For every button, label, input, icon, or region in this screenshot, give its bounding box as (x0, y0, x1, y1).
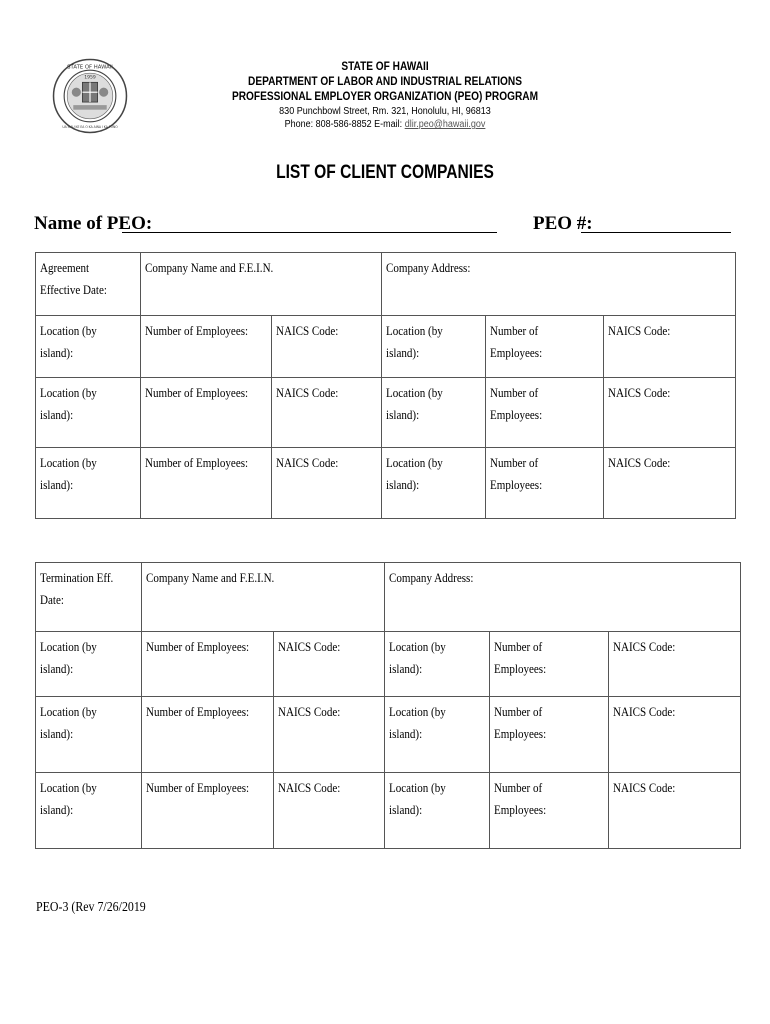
employees-label: Number of Employees: (146, 704, 250, 719)
header-contact (219, 118, 552, 131)
naics-label: NAICS Code: (613, 639, 676, 654)
termination-address-cell[interactable] (385, 563, 741, 632)
employees-cell[interactable] (490, 697, 609, 773)
employees-cell[interactable] (490, 773, 609, 849)
page-title: LIST OF CLIENT COMPANIES (276, 162, 494, 183)
location-label: Location (by island): (40, 704, 97, 741)
header-address: 830 Punchbowl Street, Rm. 321, Honolulu, HI, 96813 (279, 106, 491, 117)
employees-label: Number of Employees: (146, 639, 250, 654)
naics-cell[interactable] (272, 316, 382, 378)
location-label: Location (by island): (40, 323, 97, 360)
termination-company-cell[interactable] (142, 563, 385, 632)
termination-company-label: Company Name and F.E.I.N. (146, 570, 275, 585)
employees-cell[interactable] (142, 773, 274, 849)
email-link[interactable]: dlir.peo@hawaii.gov (404, 119, 486, 130)
location-label: Location (by island): (40, 780, 97, 817)
employees-cell[interactable] (141, 316, 272, 378)
location-cell[interactable] (36, 448, 141, 519)
naics-label: NAICS Code: (278, 639, 341, 654)
agreement-date-label: Agreement Effective Date: (40, 260, 107, 297)
employees-label: Number of Employees: (145, 455, 249, 470)
form-revision (36, 900, 165, 916)
header-department: DEPARTMENT OF LABOR AND INDUSTRIAL RELATIONS (248, 76, 522, 88)
termination-date-label: Termination Eff. Date: (40, 570, 114, 607)
employees-cell[interactable] (142, 632, 274, 697)
employees-label: Number of Employees: (494, 704, 547, 741)
naics-cell[interactable] (604, 316, 736, 378)
naics-cell[interactable] (609, 697, 741, 773)
location-label: Location (by island): (386, 323, 443, 360)
seal-year: 1959 (84, 75, 96, 81)
seal-motto: UA MAU KE EA O KA AINA I KA PONO (62, 124, 118, 129)
employees-label: Number of Employees: (494, 639, 547, 676)
location-cell[interactable] (382, 378, 486, 448)
naics-cell[interactable] (604, 448, 736, 519)
location-cell[interactable] (36, 773, 142, 849)
agreement-address-cell[interactable] (382, 253, 736, 316)
employees-label: Number of Employees: (145, 385, 249, 400)
employees-label: Number of Employees: (494, 780, 547, 817)
location-cell[interactable] (385, 697, 490, 773)
naics-label: NAICS Code: (278, 780, 341, 795)
termination-address-label: Company Address: (389, 570, 474, 585)
location-cell[interactable] (36, 378, 141, 448)
naics-label: NAICS Code: (278, 704, 341, 719)
location-cell[interactable] (385, 632, 490, 697)
employees-label: Number of Employees: (146, 780, 250, 795)
location-cell[interactable] (36, 697, 142, 773)
employees-cell[interactable] (486, 316, 604, 378)
naics-cell[interactable] (272, 448, 382, 519)
employees-label: Number of Employees: (490, 323, 543, 360)
form-revision-text: PEO-3 (Rev 7/26/2019 (36, 900, 146, 915)
location-label: Location (by island): (389, 704, 446, 741)
naics-cell[interactable] (274, 697, 385, 773)
termination-table (35, 562, 741, 849)
naics-cell[interactable] (609, 773, 741, 849)
table-row (36, 697, 741, 773)
naics-label: NAICS Code: (608, 323, 671, 338)
peo-name-field[interactable] (122, 232, 497, 233)
naics-label: NAICS Code: (613, 780, 676, 795)
location-label: Location (by island): (386, 455, 443, 492)
seal-ring-text: STATE OF HAWAII (67, 64, 113, 71)
naics-cell[interactable] (609, 632, 741, 697)
employees-label: Number of Employees: (145, 323, 249, 338)
table-row (36, 773, 741, 849)
location-cell[interactable] (385, 773, 490, 849)
agreement-address-label: Company Address: (386, 260, 471, 275)
location-label: Location (by island): (40, 639, 97, 676)
naics-label: NAICS Code: (276, 323, 339, 338)
header-state: STATE OF HAWAII (341, 61, 429, 73)
table-row (36, 378, 736, 448)
naics-cell[interactable] (272, 378, 382, 448)
employees-cell[interactable] (490, 632, 609, 697)
state-seal-icon (52, 58, 128, 134)
table-row (36, 632, 741, 697)
naics-label: NAICS Code: (613, 704, 676, 719)
location-label: Location (by island): (40, 455, 97, 492)
employees-label: Number of Employees: (490, 385, 543, 422)
naics-label: NAICS Code: (276, 455, 339, 470)
employees-cell[interactable] (141, 378, 272, 448)
naics-cell[interactable] (604, 378, 736, 448)
location-cell[interactable] (382, 316, 486, 378)
naics-label: NAICS Code: (608, 385, 671, 400)
agreement-table (35, 252, 736, 519)
peo-number-field[interactable] (581, 232, 731, 233)
table-row (36, 448, 736, 519)
agreement-company-cell[interactable] (141, 253, 382, 316)
location-cell[interactable] (382, 448, 486, 519)
naics-label: NAICS Code: (608, 455, 671, 470)
location-label: Location (by island): (386, 385, 443, 422)
peo-number-label: PEO #: (533, 213, 593, 234)
employees-cell[interactable] (141, 448, 272, 519)
employees-cell[interactable] (486, 378, 604, 448)
location-cell[interactable] (36, 316, 141, 378)
agreement-company-label: Company Name and F.E.I.N. (145, 260, 274, 275)
naics-cell[interactable] (274, 632, 385, 697)
employees-label: Number of Employees: (490, 455, 543, 492)
location-label: Location (by island): (389, 780, 446, 817)
location-label: Location (by island): (389, 639, 446, 676)
document-header (200, 60, 570, 131)
agreement-date-cell[interactable] (36, 253, 141, 316)
employees-cell[interactable] (486, 448, 604, 519)
termination-date-cell[interactable] (36, 563, 142, 632)
table-row (36, 316, 736, 378)
peo-name-label: Name of PEO: (34, 213, 153, 234)
naics-cell[interactable] (274, 773, 385, 849)
naics-label: NAICS Code: (276, 385, 339, 400)
employees-cell[interactable] (142, 697, 274, 773)
header-program: PROFESSIONAL EMPLOYER ORGANIZATION (PEO) PROGRAM (231, 91, 539, 103)
header-phone: Phone: 808-586-8852 E-mail: (284, 119, 405, 130)
location-cell[interactable] (36, 632, 142, 697)
location-label: Location (by island): (40, 385, 97, 422)
